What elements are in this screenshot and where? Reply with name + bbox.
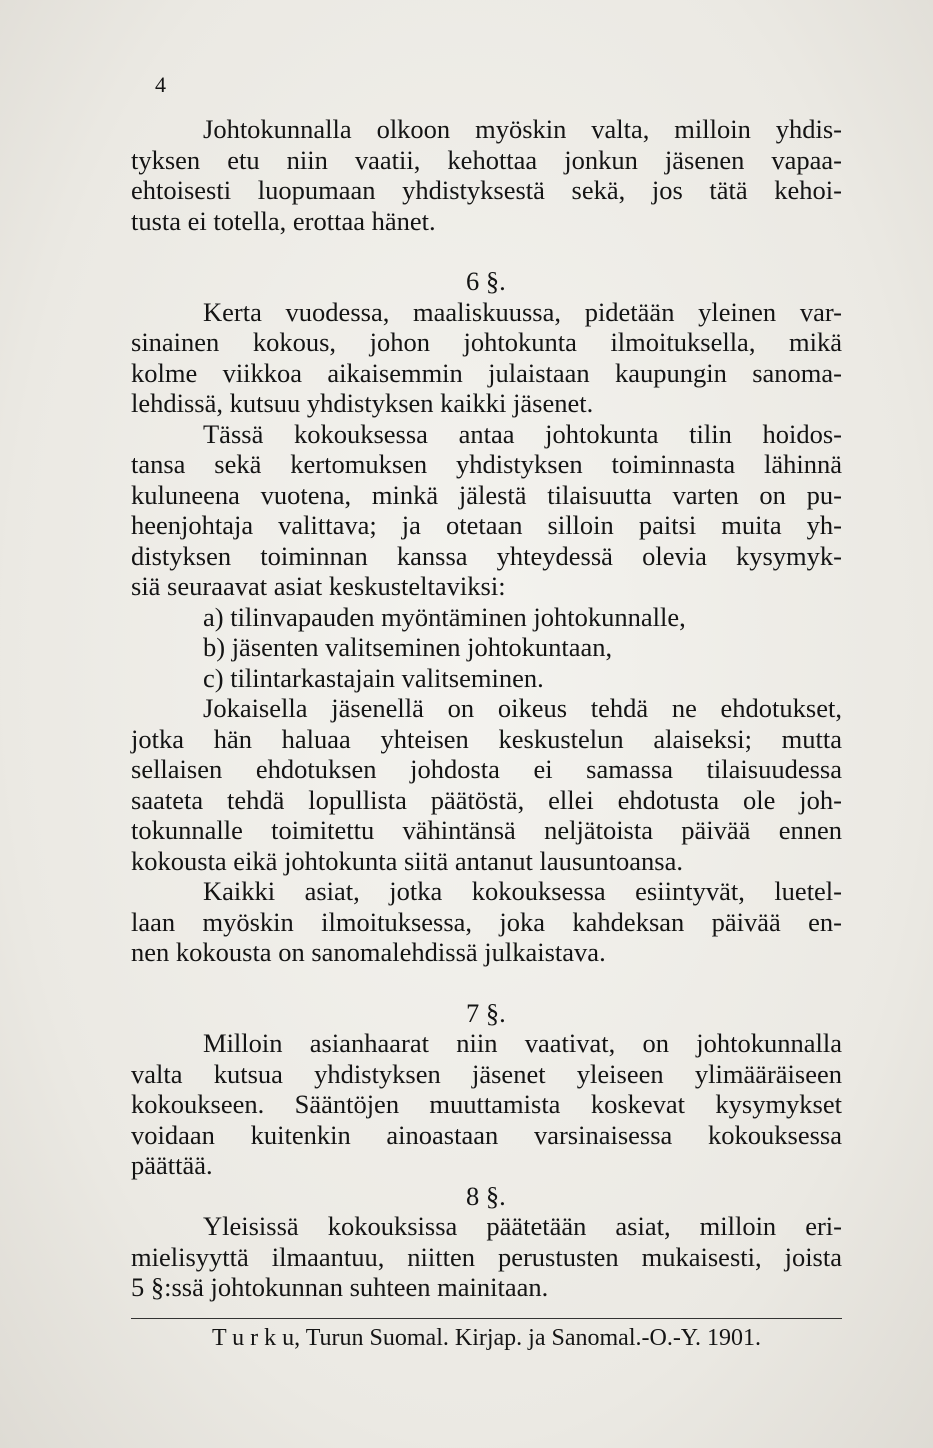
text-line: Johtokunnalla olkoon myöskin valta, milloin yhdis- [203, 114, 842, 144]
text-line: sinainen kokous, johon johtokunta ilmoituksella, mikä [131, 327, 842, 357]
text-line: Jokaisella jäsenellä on oikeus tehdä ne ehdotukset, [203, 693, 842, 723]
text-line: laan myöskin ilmoituksessa, joka kahdeksan päivää en- [131, 906, 842, 937]
paragraph-extraordinary-meeting [131, 1028, 842, 1181]
section-heading-6: 6 §. [466, 266, 506, 296]
text-line: nen kokousta on sanomalehdissä julkaistava. [131, 937, 606, 967]
printer-imprint: T u r k u, Turun Suomal. Kirjap. ja Sanomal.-O.-Y. 1901. [211, 1325, 762, 1351]
section-heading-7: 7 §. [466, 997, 506, 1028]
text-line: lehdissä, kutsuu yhdistyksen kaikki jäsenet. [131, 388, 594, 418]
page-number: 4 [155, 72, 166, 97]
list-item: a) tilinvapauden myöntäminen johtokunnalle, [203, 601, 686, 632]
text-line: valta kutsua yhdistyksen jäsenet yleiseen ylimääräiseen [131, 1058, 842, 1089]
text-line: ehtoisesti luopumaan yhdistyksestä sekä, jos tätä kehoi- [131, 175, 842, 205]
text-line: heenjohtaja valittava; ja otetaan silloin paitsi muita yh- [131, 510, 842, 540]
text-line: tusta ei totella, erottaa hänet. [131, 205, 436, 236]
text-line: distyksen toiminnan kanssa yhteydessä olevia kysymyk- [131, 540, 842, 571]
text-line: mielisyyttä ilmaantuu, niitten perustusten mukaisesti, joista [131, 1241, 842, 1272]
text-line: kokoukseen. Sääntöjen muuttamista koskevat kysymykset [131, 1089, 842, 1119]
paragraph-powers [131, 114, 842, 236]
paragraph-annual-meeting [131, 297, 842, 419]
text-line: sellaisen ehdotuksen johdosta ei samassa tilaisuudessa [131, 754, 842, 784]
text-line: Milloin asianhaarat niin vaativat, on johtokunnalla [203, 1028, 842, 1058]
text-line: siä seuraavat asiat keskusteltaviksi: [131, 571, 506, 601]
text-line: Kerta vuodessa, maaliskuussa, pidetään yleinen var- [203, 296, 842, 327]
text-line: Tässä kokouksessa antaa johtokunta tilin hoidos- [203, 418, 842, 449]
list-item: b) jäsenten valitseminen johtokuntaan, [203, 632, 613, 662]
paragraph-proposals [131, 693, 842, 876]
text-line: tyksen etu niin vaatii, kehottaa jonkun jäsenen vapaa- [131, 144, 842, 175]
paragraph-meeting-agenda [131, 419, 842, 602]
body-text [131, 114, 842, 1303]
text-line: voidaan kuitenkin ainoastaan varsinaisessa kokouksessa [131, 1119, 842, 1150]
text-line: kokousta eikä johtokunta siitä antanut lausuntoansa. [131, 845, 683, 876]
text-line: tansa sekä kertomuksen yhdistyksen toiminnasta lähinnä [131, 449, 842, 479]
text-line: kuluneena vuotena, minkä jälestä tilaisuutta varten on pu- [131, 479, 842, 510]
text-line: Kaikki asiat, jotka kokouksessa esiintyvät, luetel- [203, 876, 842, 906]
text-line: päättää. [131, 1150, 213, 1180]
paragraph-announcement [131, 876, 842, 968]
text-line: Yleisissä kokouksissa päätetään asiat, milloin eri- [203, 1211, 842, 1241]
text-line: jotka hän haluaa yhteisen keskustelun alaiseksi; mutta [131, 723, 842, 754]
footer-divider [131, 1318, 842, 1319]
section-heading-8: 8 §. [466, 1180, 506, 1211]
text-line: kolme viikkoa aikaisemmin julaistaan kaupungin sanoma- [131, 357, 842, 388]
agenda-list [131, 602, 842, 694]
text-line: tokunnalle toimitettu vähintänsä neljätoista päivää ennen [131, 815, 842, 845]
list-item: c) tilintarkastajain valitseminen. [203, 662, 544, 693]
text-line: saateta tehdä lopullista päätöstä, ellei ehdotusta ole joh- [131, 784, 842, 815]
paragraph-decisions [131, 1211, 842, 1303]
text-line: 5 §:ssä johtokunnan suhteen mainitaan. [131, 1272, 549, 1302]
